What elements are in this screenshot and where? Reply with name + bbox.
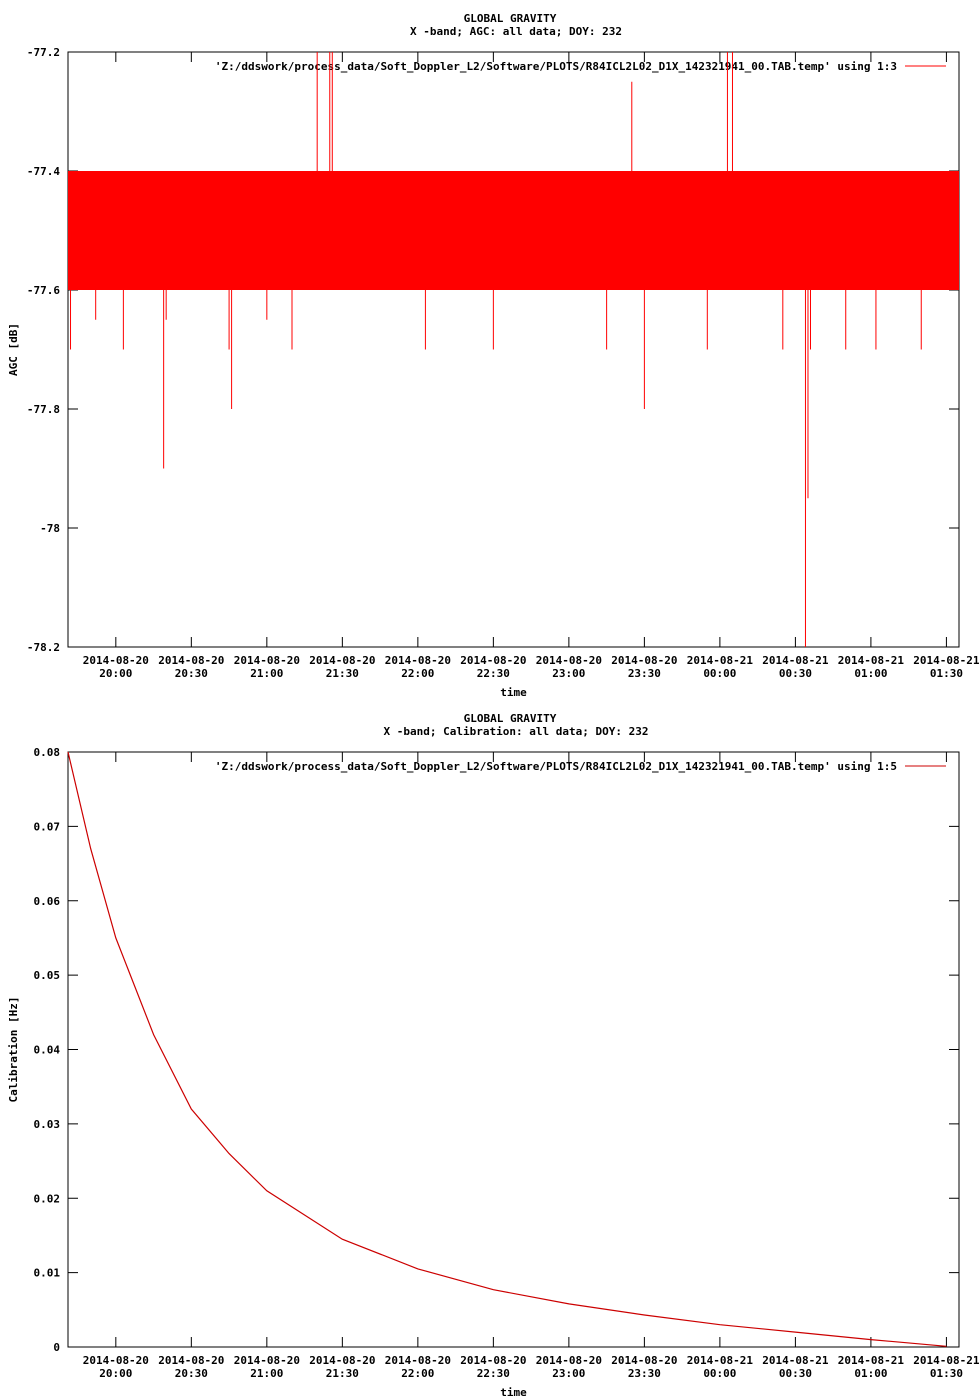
legend-label: 'Z:/ddswork/process_data/Soft_Doppler_L2/Software/PLOTS/R84ICL2L02_D1X_142321941_00.TAB.temp' using 1:5	[214, 760, 897, 773]
plot-frame	[68, 52, 959, 647]
chart-title: GLOBAL GRAVITY	[463, 712, 557, 725]
x-tick-time-label: 20:30	[174, 667, 208, 680]
x-tick-date-label: 2014-08-20	[611, 1354, 678, 1367]
x-tick-date-label: 2014-08-20	[158, 1354, 225, 1367]
x-tick-date-label: 2014-08-20	[460, 654, 527, 667]
x-tick-date-label: 2014-08-20	[309, 1354, 376, 1367]
x-tick-date-label: 2014-08-21	[686, 1354, 754, 1367]
x-tick-date-label: 2014-08-20	[158, 654, 225, 667]
y-tick-label: 0	[53, 1341, 60, 1354]
x-tick-time-label: 00:30	[778, 1367, 812, 1380]
y-tick-label: 0.05	[33, 969, 60, 983]
legend-label: 'Z:/ddswork/process_data/Soft_Doppler_L2/Software/PLOTS/R84ICL2L02_D1X_142321941_00.TAB.temp' using 1:3	[214, 60, 897, 73]
y-axis-label: Calibration [Hz]	[7, 996, 20, 1103]
y-tick-label: -78.2	[26, 641, 60, 654]
x-tick-time-label: 00:00	[703, 667, 737, 680]
x-tick-time-label: 01:30	[929, 1367, 963, 1380]
x-tick-date-label: 2014-08-20	[611, 654, 678, 667]
series-group	[68, 52, 959, 647]
x-tick-time-label: 01:00	[854, 667, 888, 680]
y-tick-label: 0.07	[33, 820, 60, 834]
x-axis-label: time	[500, 1386, 527, 1399]
x-tick-date-label: 2014-08-20	[460, 1354, 527, 1367]
x-tick-time-label: 00:00	[703, 1367, 737, 1380]
x-tick-time-label: 23:30	[627, 1367, 661, 1380]
y-tick-label: 0.03	[33, 1117, 60, 1131]
x-tick-date-label: 2014-08-20	[535, 654, 602, 667]
x-tick-date-label: 2014-08-21	[913, 1354, 980, 1367]
series-group	[68, 752, 946, 1346]
x-tick-time-label: 22:30	[476, 667, 510, 680]
x-tick-time-label: 21:00	[250, 667, 284, 680]
x-tick-date-label: 2014-08-21	[762, 654, 829, 667]
y-tick-label: -77.6	[26, 284, 60, 297]
x-tick-date-label: 2014-08-21	[762, 1354, 829, 1367]
x-axis-label: time	[500, 686, 527, 699]
x-tick-time-label: 21:30	[325, 1367, 359, 1380]
x-tick-time-label: 23:00	[552, 667, 586, 680]
x-tick-time-label: 23:00	[552, 1367, 586, 1380]
x-tick-date-label: 2014-08-20	[233, 654, 300, 667]
x-tick-time-label: 00:30	[778, 667, 812, 680]
x-tick-time-label: 20:00	[99, 667, 133, 680]
x-tick-time-label: 01:30	[929, 667, 963, 680]
x-tick-date-label: 2014-08-21	[686, 654, 754, 667]
x-tick-time-label: 20:30	[174, 1367, 208, 1380]
x-tick-date-label: 2014-08-20	[233, 1354, 300, 1367]
x-tick-time-label: 22:00	[401, 1367, 435, 1380]
x-tick-time-label: 21:00	[250, 1367, 284, 1380]
x-tick-time-label: 22:00	[401, 667, 435, 680]
y-tick-label: -77.8	[26, 403, 60, 416]
x-tick-date-label: 2014-08-21	[837, 654, 905, 667]
y-tick-label: -78	[40, 522, 60, 535]
y-tick-label: -77.2	[26, 46, 60, 59]
plot-frame	[68, 752, 959, 1347]
x-tick-date-label: 2014-08-20	[309, 654, 376, 667]
x-tick-time-label: 01:00	[854, 1367, 888, 1380]
x-tick-date-label: 2014-08-21	[837, 1354, 905, 1367]
calibration-series-line	[68, 752, 946, 1346]
x-tick-date-label: 2014-08-20	[384, 654, 451, 667]
y-tick-label: 0.01	[33, 1266, 60, 1280]
x-tick-date-label: 2014-08-20	[384, 1354, 451, 1367]
x-tick-date-label: 2014-08-20	[535, 1354, 602, 1367]
chart-subtitle: X -band; AGC: all data; DOY: 232	[410, 25, 622, 38]
y-tick-label: 0.04	[33, 1043, 60, 1057]
y-tick-label: 0.08	[33, 746, 60, 759]
y-tick-label: 0.02	[33, 1192, 60, 1206]
x-tick-date-label: 2014-08-21	[913, 654, 980, 667]
y-tick-label: 0.06	[33, 894, 60, 908]
x-tick-time-label: 23:30	[627, 667, 661, 680]
x-tick-time-label: 22:30	[476, 1367, 510, 1380]
x-tick-time-label: 20:00	[99, 1367, 133, 1380]
x-tick-date-label: 2014-08-20	[82, 1354, 149, 1367]
y-tick-label: -77.4	[26, 165, 60, 178]
chart-subtitle: X -band; Calibration: all data; DOY: 232	[383, 725, 649, 738]
chart-title: GLOBAL GRAVITY	[463, 12, 557, 25]
x-tick-date-label: 2014-08-20	[82, 654, 149, 667]
y-axis-label: AGC [dB]	[7, 323, 20, 376]
x-tick-time-label: 21:30	[325, 667, 359, 680]
